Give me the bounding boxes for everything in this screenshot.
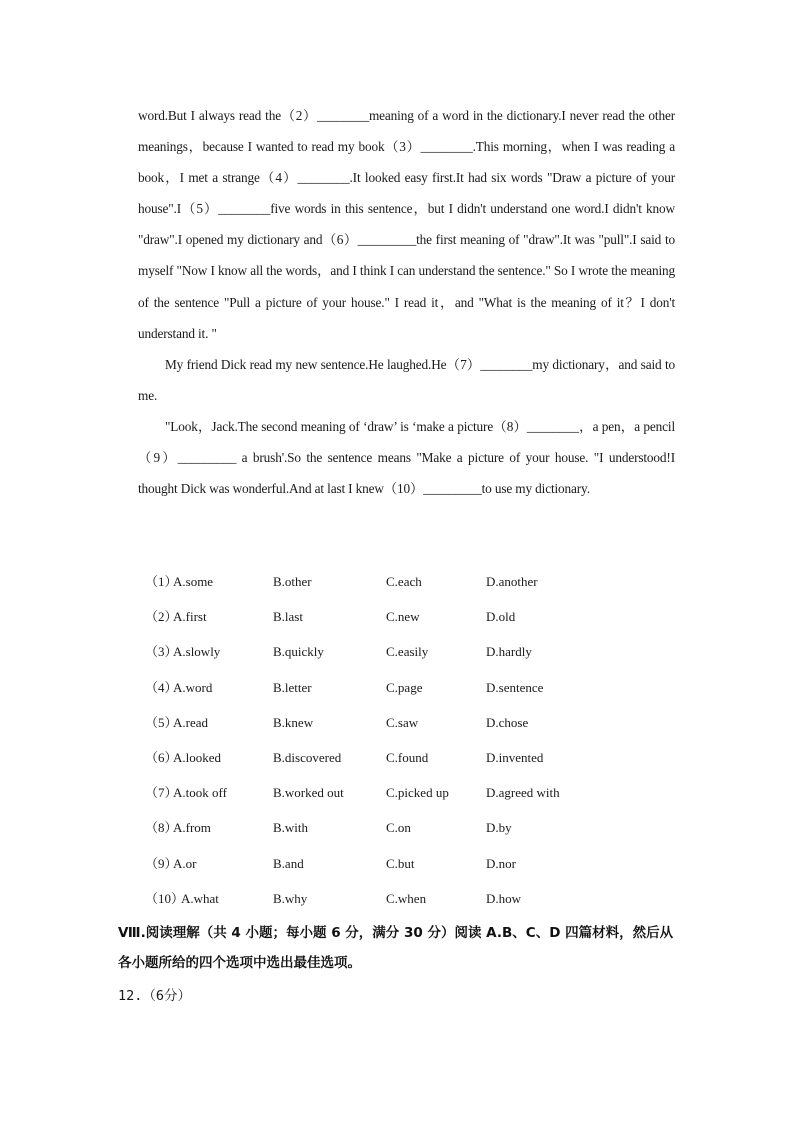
option-number: （3） <box>145 644 178 660</box>
option-row <box>145 708 705 743</box>
option-c: C.picked up <box>386 785 449 801</box>
option-c: C.found <box>386 749 429 765</box>
option-a: A.first <box>173 609 207 625</box>
option-d: D.hardly <box>486 644 532 660</box>
option-a: A.read <box>173 714 209 730</box>
option-b: B.discovered <box>273 749 342 765</box>
option-b: B.knew <box>273 714 314 730</box>
option-row <box>145 567 705 602</box>
option-c: C.when <box>386 890 427 906</box>
option-a: A.or <box>173 855 197 871</box>
option-row <box>145 849 705 884</box>
option-row <box>145 884 705 919</box>
option-row <box>145 778 705 813</box>
option-number: （2） <box>145 609 178 625</box>
option-number: （7） <box>145 785 178 801</box>
section-heading: Ⅷ.阅读理解（共 4 小题；每小题 6 分，满分 30 分）阅读 A.B、C、D 四篇材料，然后从各小题所给的四个选项中选出最佳选项。 <box>118 925 674 971</box>
option-number: （4） <box>145 679 178 695</box>
option-d: D.invented <box>486 749 544 765</box>
option-d: D.agreed with <box>486 785 560 801</box>
option-d: D.chose <box>486 714 529 730</box>
option-a: A.took off <box>173 785 227 801</box>
option-row <box>145 637 705 672</box>
cloze-passage <box>138 100 675 504</box>
option-c: C.saw <box>386 714 419 730</box>
answer-options-list <box>145 567 705 919</box>
option-b: B.worked out <box>273 785 344 801</box>
option-row <box>145 602 705 637</box>
option-a: A.what <box>181 890 219 906</box>
option-row <box>145 673 705 708</box>
option-b: B.why <box>273 890 308 906</box>
passage-paragraph-3: "Look，Jack.The second meaning of ‘draw’ is ‘make a picture（8）________，a pen，a pencil（9）_________ a brush'.So the sentence means "Make a picture of your house. "I understood!I thought Dick was wonderful.And at last I knew（10）_________to use my dictionary. <box>138 418 675 497</box>
option-row <box>145 813 705 848</box>
question-number: 12.（6分） <box>118 988 192 1004</box>
option-b: B.with <box>273 820 309 836</box>
option-number: （6） <box>145 749 178 765</box>
option-a: A.from <box>173 820 211 836</box>
option-b: B.letter <box>273 679 312 695</box>
option-c: C.page <box>386 679 423 695</box>
option-d: D.another <box>486 574 538 589</box>
option-a: A.slowly <box>173 644 221 660</box>
option-a: A.word <box>173 679 213 695</box>
option-c: C.new <box>386 609 420 625</box>
option-number: （8） <box>145 820 178 836</box>
option-d: D.old <box>486 609 516 625</box>
option-d: D.by <box>486 820 512 836</box>
option-b: B.quickly <box>273 644 324 660</box>
option-c: C.but <box>386 855 415 871</box>
option-c: C.each <box>386 574 422 589</box>
option-d: D.nor <box>486 855 516 871</box>
option-number: （10） <box>145 890 185 906</box>
option-d: D.how <box>486 890 522 906</box>
option-a: A.looked <box>173 749 222 765</box>
option-a: A.some <box>173 574 214 589</box>
option-number: （5） <box>145 714 178 730</box>
option-b: B.other <box>273 574 312 589</box>
passage-paragraph-2: My friend Dick read my new sentence.He laughed.He（7）________my dictionary，and said to me. <box>138 356 675 403</box>
option-number: （9） <box>145 855 178 871</box>
option-row <box>145 743 705 778</box>
option-b: B.and <box>273 855 304 871</box>
option-d: D.sentence <box>486 679 544 695</box>
passage-paragraph-1: word.But I always read the（2）________meaning of a word in the dictionary.I never read the other meanings，because I wanted to read my book（3）________.This morning，when I was reading a book，I met a strange（4）________.It looked easy first.It had six words "Draw a picture of your house".I（5）________five words in this sentence，but I didn't understand one word.I didn't know "draw".I opened my dictionary and（6）_________the first meaning of "draw".It was "pull".I said to myself "Now I know all the words，and I think I can understand the sentence." So I wrote the meaning of the sentence "Pull a picture of your house." I read it，and "What is the meaning of it？I don't understand it. " <box>138 108 675 341</box>
option-b: B.last <box>273 609 303 625</box>
option-number: （1） <box>145 574 178 589</box>
option-c: C.easily <box>386 644 429 660</box>
option-c: C.on <box>386 820 411 836</box>
